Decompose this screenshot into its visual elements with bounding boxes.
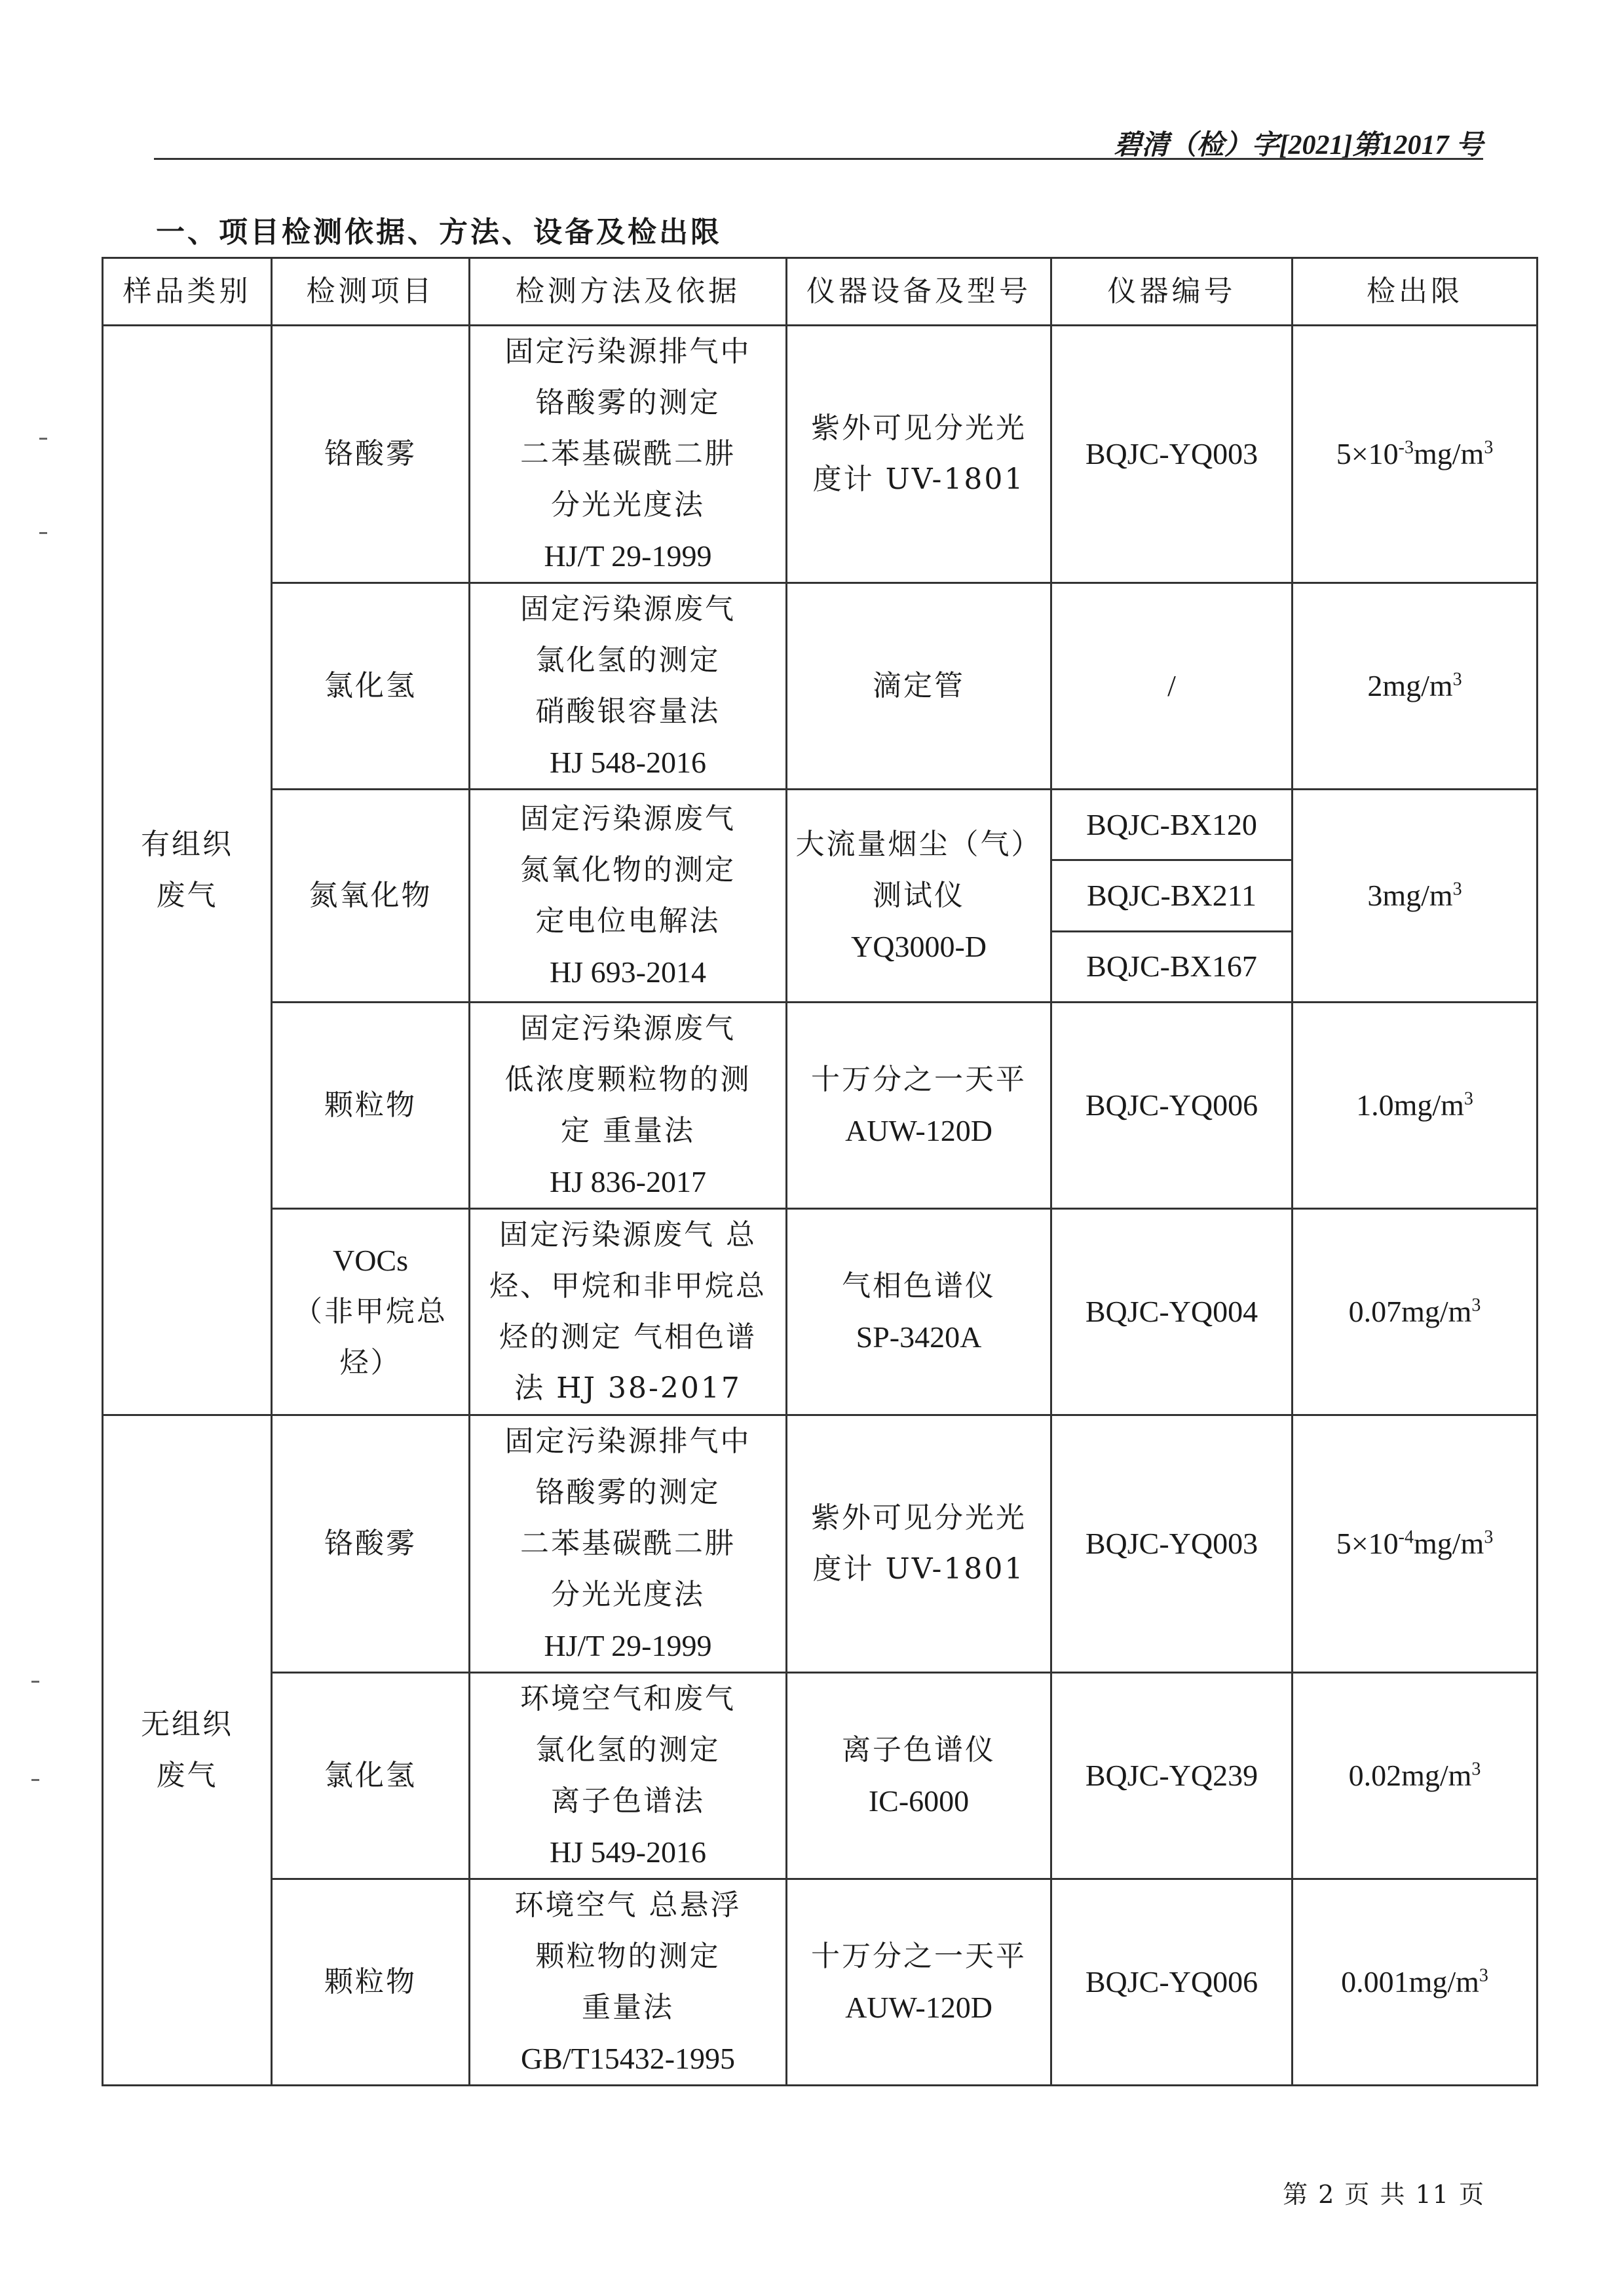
cell-method [470,583,787,790]
limit-unit: mg/m [1413,437,1484,470]
cell-instrument [787,583,1051,790]
cell-instrument [787,1208,1051,1415]
limit-unit: mg/m [1408,1964,1479,1999]
cell-line: SP-3420A [856,1320,982,1354]
cell-line: 固定污染源废气 [520,592,736,626]
cell-line: BQJC-BX211 [1087,878,1256,912]
cell-line: 紫外可见分光光 [811,411,1027,445]
limit-value [1297,660,1532,712]
limit-value [1297,1750,1532,1801]
cell-line: 铬酸雾 [324,1526,417,1560]
scan-mark [31,1779,39,1781]
cell-item [272,1879,470,2085]
cell-instrument-no [1051,1208,1293,1415]
cell-line: 固定污染源排气中 [504,1424,751,1458]
table-row [103,1672,1538,1879]
limit-unit-exponent: 3 [1463,1088,1473,1109]
cell-line: 废气 [156,1758,218,1792]
cell-line: 滴定管 [873,669,965,702]
cell-line: 离子色谱仪 [842,1732,996,1767]
cell-instrument [787,1672,1051,1879]
limit-base: 2 [1367,669,1383,702]
cell-line: 固定污染源废气 总 [499,1217,757,1252]
cell-line: GB/T15432-1995 [520,2041,736,2075]
cell-limit [1293,790,1538,1003]
limit-unit-exponent: 3 [1452,669,1462,690]
cell-line: YQ3000-D [851,929,987,963]
cell-line: 度计 UV-1801 [812,463,1025,496]
cell-instrument [787,1002,1051,1208]
limit-value [1297,1957,1532,2008]
col-header-limit: 检出限 [1293,258,1538,326]
limit-unit: mg/m [1393,1088,1464,1122]
cell-line: 氯化氢的测定 [535,643,721,677]
cell-line: 低浓度颗粒物的测 [504,1062,751,1096]
cell-line: 烃） [339,1345,402,1379]
cell-line: 紫外可见分光光 [811,1501,1027,1535]
cell-line: 分光光度法 [551,1577,705,1611]
limit-unit: mg/m [1382,669,1453,702]
table-header-row [103,258,1538,326]
cell-line: 十万分之一天平 [811,1062,1027,1096]
limit-unit: mg/m [1413,1526,1484,1560]
limit-base: 0.02 [1348,1758,1402,1792]
limit-unit-exponent: 3 [1484,1527,1494,1548]
section-title: 一、项目检测依据、方法、设备及检出限 [156,216,722,249]
cell-item [272,1672,470,1879]
cell-line: 离子色谱法 [551,1784,705,1818]
limit-value [1297,1518,1532,1569]
cell-line: BQJC-BX167 [1086,949,1257,984]
cell-line: 无组织 [141,1707,233,1741]
table-row [103,790,1538,860]
scan-mark [31,1681,39,1683]
cell-line: BQJC-YQ003 [1085,1526,1258,1560]
cell-item [272,326,470,583]
cell-line: 氮氧化物的测定 [520,852,736,887]
cell-line: 度计 UV-1801 [812,1552,1025,1586]
cell-line: HJ/T 29-1999 [544,539,712,573]
cell-line: 测试仪 [873,878,965,912]
cell-line: 固定污染源废气 [520,801,736,835]
cell-line: / [1167,669,1176,702]
cell-line: 气相色谱仪 [842,1269,996,1303]
limit-unit-exponent: 3 [1471,1295,1481,1316]
col-header-instrument-no: 仪器编号 [1051,258,1293,326]
cell-line: 氯化氢 [324,669,417,702]
cell-line: 二苯基碳酰二肼 [520,1526,736,1560]
cell-instrument [787,1879,1051,2085]
limit-unit-exponent: 3 [1471,1759,1481,1780]
cell-limit [1293,1879,1538,2085]
cell-item [272,1002,470,1208]
cell-method [470,1672,787,1879]
cell-line: 废气 [156,878,218,912]
limit-base: 3 [1367,878,1383,912]
cell-instrument-no [1051,1002,1293,1208]
cell-line: 环境空气 总悬浮 [514,1888,742,1922]
cell-line: 环境空气和废气 [520,1681,736,1715]
cell-line: （非甲烷总 [293,1294,447,1328]
col-header-method: 检测方法及依据 [470,258,787,326]
page-number: 第 2 页 共 11 页 [1283,2180,1485,2209]
cell-line: HJ 549-2016 [550,1835,706,1869]
cell-line: 氯化氢的测定 [535,1732,721,1767]
cell-instrument-no [1051,1672,1293,1879]
cell-line: HJ 548-2016 [550,746,706,779]
scan-mark [39,438,47,440]
cell-line: 烃的测定 气相色谱 [499,1320,757,1354]
cell-line: 颗粒物 [324,1088,417,1122]
limit-base: 0.001 [1341,1964,1409,1999]
cell-instrument-no [1051,860,1293,931]
cell-line: 铬酸雾 [324,437,417,470]
cell-instrument [787,1415,1051,1672]
cell-item [272,583,470,790]
cell-instrument-no [1051,790,1293,860]
cell-category [103,326,272,1415]
cell-line: 固定污染源废气 [520,1011,736,1045]
col-header-instrument: 仪器设备及型号 [787,258,1051,326]
cell-method [470,1208,787,1415]
cell-line: 氯化氢 [324,1758,417,1792]
col-header-item: 检测项目 [272,258,470,326]
cell-method [470,1415,787,1672]
limit-exponent: -4 [1398,1527,1414,1548]
detection-spec-table [102,257,1538,2086]
cell-line: BQJC-YQ006 [1085,1088,1258,1122]
limit-unit-exponent: 3 [1484,437,1494,458]
cell-line: VOCs [332,1243,409,1277]
cell-line: 定 重量法 [561,1113,695,1147]
cell-line: 氮氧化物 [309,878,432,912]
cell-instrument-no [1051,931,1293,1002]
cell-instrument-no [1051,326,1293,583]
cell-line: HJ/T 29-1999 [544,1628,712,1662]
cell-line: 十万分之一天平 [811,1939,1027,1973]
limit-base: 5×10 [1336,437,1399,470]
cell-method [470,1879,787,2085]
limit-exponent: -3 [1398,437,1414,458]
cell-line: 重量法 [582,1990,674,2024]
limit-base: 1.0 [1356,1088,1394,1122]
cell-line: BQJC-YQ006 [1085,1964,1258,1999]
cell-method [470,326,787,583]
cell-instrument-no [1051,1415,1293,1672]
cell-line: 定电位电解法 [535,904,721,938]
cell-line: 二苯基碳酰二肼 [520,437,736,470]
cell-method [470,1002,787,1208]
table-row [103,1879,1538,2085]
cell-limit [1293,1672,1538,1879]
cell-category [103,1415,272,2085]
cell-limit [1293,583,1538,790]
limit-unit: mg/m [1382,878,1453,912]
cell-line: 分光光度法 [551,488,705,522]
table-row [103,1208,1538,1415]
table-row [103,1002,1538,1208]
cell-item [272,1415,470,1672]
limit-unit-exponent: 3 [1452,879,1462,900]
table-row [103,583,1538,790]
limit-value [1297,1080,1532,1131]
limit-unit: mg/m [1401,1758,1472,1792]
table-body [103,326,1538,2086]
cell-line: 法 HJ 38-2017 [514,1371,742,1405]
cell-instrument [787,790,1051,1003]
cell-line: HJ 836-2017 [550,1164,706,1198]
cell-line: BQJC-YQ004 [1085,1294,1258,1328]
cell-line: 大流量烟尘（气） [795,827,1042,861]
cell-line: BQJC-BX120 [1086,807,1257,841]
report-number: 碧清（检）字[2021]第12017 号 [1114,130,1483,161]
cell-line: 固定污染源排气中 [504,335,751,368]
cell-item [272,790,470,1003]
limit-base: 5×10 [1336,1526,1399,1560]
cell-line: 颗粒物 [324,1964,417,1999]
cell-line: 烃、甲烷和非甲烷总 [489,1269,766,1303]
cell-line: 铬酸雾的测定 [535,386,721,419]
cell-line: HJ 693-2014 [550,955,706,989]
cell-line: BQJC-YQ239 [1085,1758,1258,1792]
cell-line: AUW-120D [845,1990,992,2024]
cell-line: BQJC-YQ003 [1085,437,1258,470]
cell-item [272,1208,470,1415]
header-rule [154,158,1483,160]
cell-line: IC-6000 [868,1784,970,1818]
limit-value [1297,870,1532,921]
cell-line: 颗粒物的测定 [535,1939,721,1973]
cell-instrument-no [1051,1879,1293,2085]
cell-limit [1293,1415,1538,1672]
table-row [103,326,1538,583]
cell-line: 铬酸雾的测定 [535,1475,721,1509]
cell-line: 有组织 [141,827,233,861]
table-row [103,1415,1538,1672]
cell-line: 硝酸银容量法 [535,695,721,728]
limit-base: 0.07 [1348,1294,1402,1328]
limit-unit: mg/m [1401,1294,1472,1328]
limit-unit-exponent: 3 [1479,1965,1488,1986]
limit-value [1297,429,1532,480]
cell-instrument [787,326,1051,583]
scan-mark [39,532,47,534]
cell-line: AUW-120D [845,1113,992,1147]
cell-limit [1293,326,1538,583]
cell-instrument-no [1051,583,1293,790]
cell-limit [1293,1002,1538,1208]
cell-method [470,790,787,1003]
limit-value [1297,1286,1532,1337]
cell-limit [1293,1208,1538,1415]
col-header-category: 样品类别 [103,258,272,326]
